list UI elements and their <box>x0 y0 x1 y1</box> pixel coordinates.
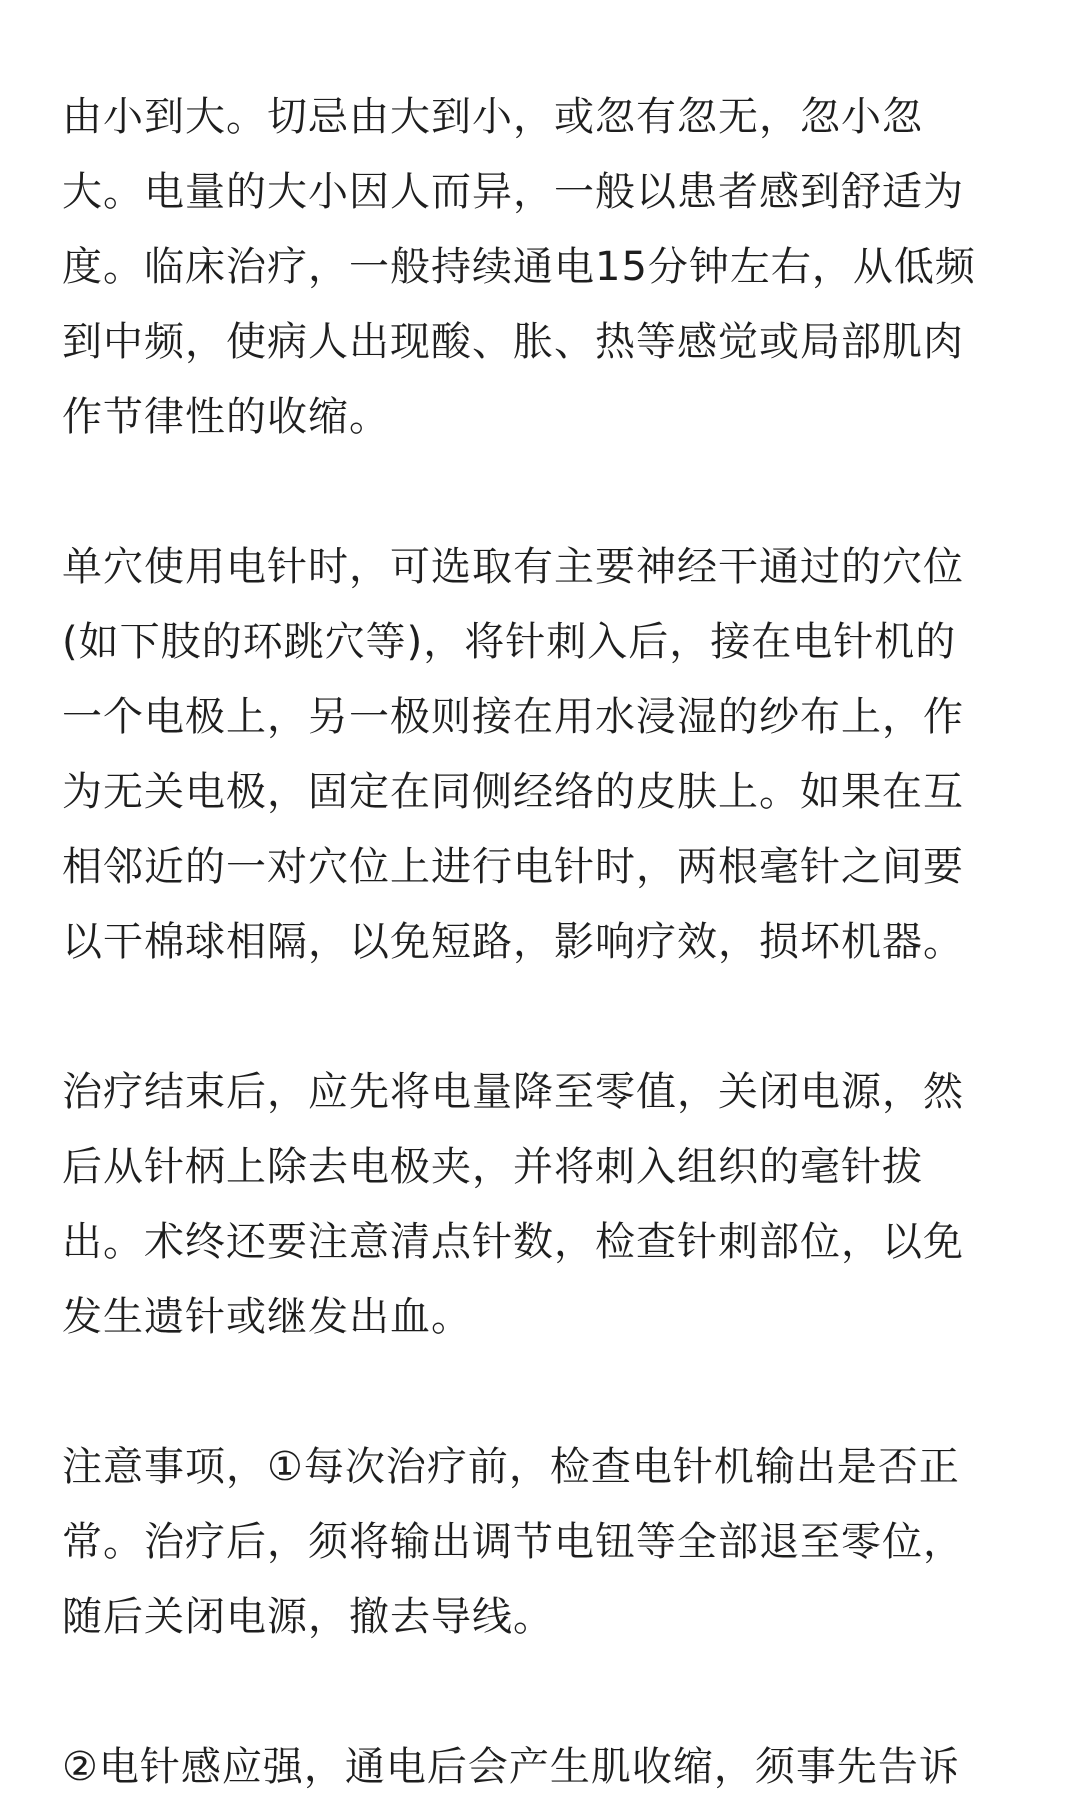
paragraph-line: 大。电量的大小因人而异，一般以患者感到舒适为 <box>62 169 964 215</box>
paragraph-line: 由小到大。切忌由大到小，或忽有忽无，忽小忽 <box>62 94 923 140</box>
paragraph-line: 以干棉球相隔，以免短路，影响疗效，损坏机器。 <box>62 919 964 965</box>
paragraph-line: (如下肢的环跳穴等)，将针刺入后，接在电针机的 <box>62 619 957 665</box>
paragraph-3 <box>62 1055 1018 1355</box>
paragraph-1 <box>62 80 1018 455</box>
paragraph-line: 后从针柄上除去电极夹，并将刺入组织的毫针拔 <box>62 1144 923 1190</box>
paragraph-line: 治疗结束后，应先将电量降至零值，关闭电源，然 <box>62 1069 964 1115</box>
paragraph-5 <box>62 1730 1018 1805</box>
paragraph-line: 为无关电极，固定在同侧经络的皮肤上。如果在互 <box>62 769 964 815</box>
paragraph-line: ②电针感应强，通电后会产生肌收缩，须事先告诉 <box>62 1744 960 1790</box>
paragraph-line: 单穴使用电针时，可选取有主要神经干通过的穴位 <box>62 544 964 590</box>
article-body <box>62 80 1018 1805</box>
paragraph-line: 度。临床治疗，一般持续通电15分钟左右，从低频 <box>62 244 976 290</box>
paragraph-line: 常。治疗后，须将输出调节电钮等全部退至零位， <box>62 1519 964 1565</box>
paragraph-line: 随后关闭电源，撤去导线。 <box>62 1594 554 1640</box>
paragraph-2 <box>62 530 1018 980</box>
paragraph-line: 到中频，使病人出现酸、胀、热等感觉或局部肌肉 <box>62 319 964 365</box>
paragraph-line: 相邻近的一对穴位上进行电针时，两根毫针之间要 <box>62 844 964 890</box>
paragraph-line: 作节律性的收缩。 <box>62 394 390 440</box>
paragraph-line: 注意事项，①每次治疗前，检查电针机输出是否正 <box>62 1444 960 1490</box>
paragraph-line: 一个电极上，另一极则接在用水浸湿的纱布上，作 <box>62 694 964 740</box>
paragraph-line: 发生遗针或继发出血。 <box>62 1294 472 1340</box>
paragraph-line: 出。术终还要注意清点针数，检查针刺部位，以免 <box>62 1219 964 1265</box>
paragraph-4 <box>62 1430 1018 1655</box>
